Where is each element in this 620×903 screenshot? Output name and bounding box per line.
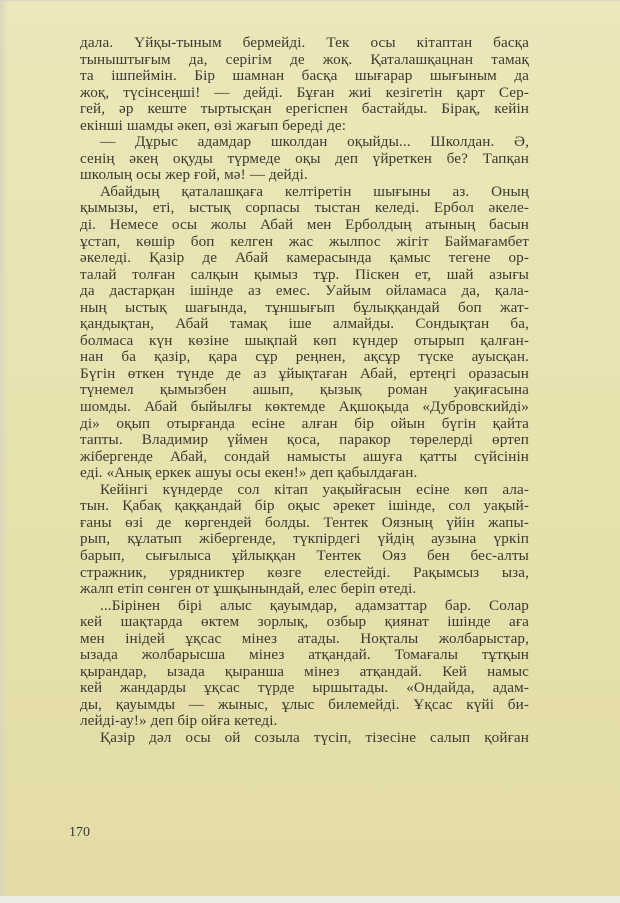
page-body-text	[80, 35, 529, 747]
text-line: мен інідей ұқсас мінез атады. Ноқталы жолбарыстар,	[80, 629, 529, 647]
text-line: кей шақтарда өктем зорлық, озбыр қиянат ішінде аға	[80, 613, 529, 631]
text-line: жалп етіп сөнген от ұшқынындай, елес беріп өтеді.	[80, 580, 417, 598]
text-line: екінші шамды әкеп, өзі жағып береді де:	[80, 116, 347, 134]
text-line: ның ыстық шағында, тұншығып бұлыққандай боп жат-	[80, 298, 529, 316]
text-line: түнемел қымызбен ашып, қызық роман уақиғасына	[80, 381, 529, 399]
text-line: қырандар, ызада қыранша мінез атқандай. Кей намыс	[80, 662, 529, 680]
text-line: Бүгін өткен түнде де аз ұйықтаған Абай, ертеңгі оразасын	[80, 364, 529, 382]
text-line: да дастарқан ішінде аз емес. Уайым ойламаса да, қала-	[80, 282, 529, 300]
text-line: тапты. Владимир үймен қоса, паракор төрелерді өртеп	[80, 431, 529, 449]
text-line: Кейінгі күндерде сол кітап уақыйғасын есіне көп ала-	[100, 480, 529, 498]
text-line: талай толған салқын қымыз тұр. Піскен ет, шай азығы	[80, 265, 529, 283]
text-line: гей, әр кеште тыртысқан ерегіспен бастайды. Бірақ, кейін	[80, 100, 529, 118]
text-line: лейді-ау!» деп бір ойға кетеді.	[80, 712, 278, 730]
text-line: та ішпеймін. Бір шамнан басқа шығарар шығыным да	[80, 67, 529, 85]
text-line: тын. Қабақ қаққандай бір оқыс әрекет ішінде, сол уақый-	[80, 497, 529, 515]
text-line: әкеледі. Қазір де Абай камерасында қамыс тегене ор-	[80, 249, 529, 267]
text-line: тыныштығым да, серігім де жоқ. Қаталашқацнан тамақ	[80, 50, 529, 68]
text-line: барып, сығылыса ұйлыққан Тентек Ояз бен бес-алты	[80, 546, 529, 564]
text-line: дала. Үйқы-тыным бермейді. Тек осы кітаптан басқа	[80, 34, 529, 51]
text-line: — Дұрыс адамдар школдан оқыйды... Школдан. Ә,	[100, 133, 529, 151]
text-line: рып, құлатып жібергенде, түкпірдегі үйдің аузына үркіп	[80, 530, 529, 548]
text-line: ды, қауымды — жыныс, ұлыс билемейді. Ұқсас күйі би-	[80, 695, 529, 713]
text-line: школың осы жер ғой, мә! — дейді.	[80, 166, 308, 184]
text-line: стражник, урядниктер көзге елестейді. Рақымсыз ыза,	[80, 563, 529, 581]
text-line: қандықтан, Абай тамақ іше алмайды. Сондықтан ба,	[80, 315, 529, 333]
text-line: ...Бірінен бірі алыс қауымдар, адамзаттар бар. Солар	[100, 596, 529, 614]
page-number: 170	[69, 825, 90, 840]
text-line: ді» оқып отырғанда есіне алған бір ойын бүгін қайта	[80, 414, 529, 432]
text-line: кей жандарды ұқсас түрде ыршытады. «Ондайда, адам-	[80, 679, 529, 697]
text-line: нан ба қазір, қара сұр реңнен, ақсұр түске ауысқан.	[80, 348, 529, 366]
text-line: ұстап, көшір боп келген жас жылпос жігіт Баймағамбет	[80, 232, 529, 250]
text-line: жоқ, түсінсеңші! — дейді. Бұған жиі кезігетін қарт Сер-	[80, 83, 529, 101]
text-line: шомды. Абай быйылғы көктемде Ақшоқыда «Дубровскийді»	[80, 398, 529, 416]
text-line: қымызы, еті, ыстық сорпасы тыстан келеді. Ербол әкеле-	[80, 199, 529, 217]
text-line: жібергенде Абай, сондай намысты ашуға қатты сүйсінін	[80, 447, 529, 465]
text-line: Абайдың қаталашқаға келтіретін шығыны аз. Оның	[100, 182, 529, 200]
text-line: еді. «Анық еркек ашуы осы екен!» деп қабылдаған.	[80, 464, 418, 482]
text-line: ызада жолбарысша мінез атқандай. Томағалы тұтқын	[80, 646, 529, 664]
text-line: сенің әкең оқуды түрмеде оқы деп үйреткен бе? Тапқан	[80, 149, 529, 167]
text-line: ді. Немесе осы жолы Абай мен Ерболдың атының басын	[80, 216, 529, 234]
text-line: Қазір дәл осы ой созыла түсіп, тізесіне салып қойған	[100, 728, 529, 746]
text-line: ғаны өзі де көргендей болды. Тентек Оязның үйін жапы-	[80, 513, 529, 531]
text-line: болмаса күн көзіне шықпай көп күндер отырып қалған-	[80, 331, 529, 349]
